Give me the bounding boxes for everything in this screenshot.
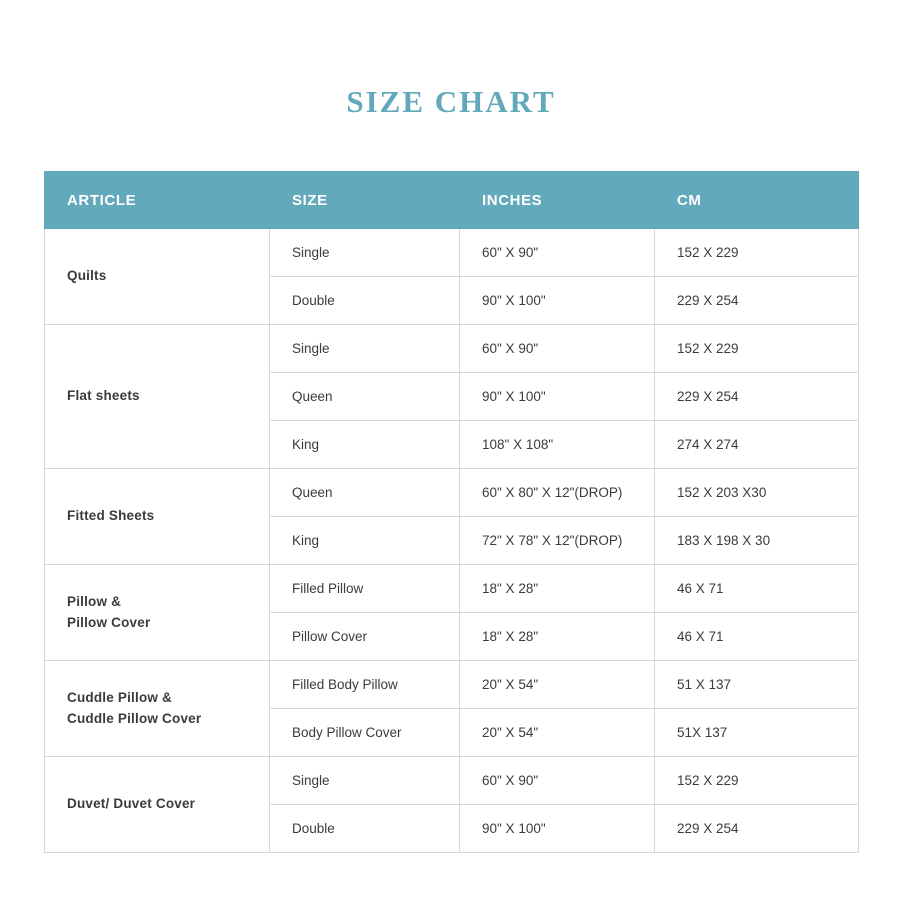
inches-cell: 18" X 28" [460,565,655,613]
table-header [45,172,859,229]
cm-cell: 46 X 71 [655,613,859,661]
inches-cell: 20" X 54" [460,661,655,709]
cm-cell: 46 X 71 [655,565,859,613]
cm-cell: 183 X 198 X 30 [655,517,859,565]
inches-cell: 60" X 90" [460,229,655,277]
cm-cell: 152 X 229 [655,325,859,373]
page-title: SIZE CHART [346,84,556,119]
size-cell: Double [270,277,460,325]
table-header-row [45,172,859,229]
table-row [45,229,859,277]
size-cell: Double [270,805,460,853]
column-header-inches: INCHES [460,172,655,229]
inches-cell: 108" X 108" [460,421,655,469]
cm-cell: 152 X 203 X30 [655,469,859,517]
column-header-cm: CM [655,172,859,229]
article-cell: Cuddle Pillow & Cuddle Pillow Cover [45,661,270,757]
cm-cell: 152 X 229 [655,757,859,805]
size-cell: Body Pillow Cover [270,709,460,757]
table-body [45,229,859,853]
article-cell: Quilts [45,229,270,325]
cm-cell: 229 X 254 [655,277,859,325]
cm-cell: 51 X 137 [655,661,859,709]
size-cell: Single [270,325,460,373]
article-cell: Flat sheets [45,325,270,469]
inches-cell: 90" X 100" [460,805,655,853]
inches-cell: 90" X 100" [460,277,655,325]
size-cell: Pillow Cover [270,613,460,661]
cm-cell: 274 X 274 [655,421,859,469]
cm-cell: 152 X 229 [655,229,859,277]
cm-cell: 51X 137 [655,709,859,757]
article-cell: Fitted Sheets [45,469,270,565]
inches-cell: 20" X 54" [460,709,655,757]
table-row [45,565,859,613]
inches-cell: 60" X 80" X 12"(DROP) [460,469,655,517]
table-row [45,661,859,709]
size-cell: Single [270,757,460,805]
size-cell: Single [270,229,460,277]
table-row [45,469,859,517]
article-cell: Duvet/ Duvet Cover [45,757,270,853]
inches-cell: 60" X 90" [460,325,655,373]
size-chart-table-wrap [44,171,858,853]
cm-cell: 229 X 254 [655,805,859,853]
size-chart-table [44,171,859,853]
size-cell: King [270,517,460,565]
size-cell: Queen [270,373,460,421]
size-cell: Filled Pillow [270,565,460,613]
table-row [45,325,859,373]
inches-cell: 90" X 100" [460,373,655,421]
table-row [45,757,859,805]
inches-cell: 18" X 28" [460,613,655,661]
inches-cell: 72" X 78" X 12"(DROP) [460,517,655,565]
article-cell: Pillow & Pillow Cover [45,565,270,661]
inches-cell: 60" X 90" [460,757,655,805]
cm-cell: 229 X 254 [655,373,859,421]
size-cell: Queen [270,469,460,517]
size-cell: King [270,421,460,469]
size-cell: Filled Body Pillow [270,661,460,709]
column-header-size: SIZE [270,172,460,229]
column-header-article: ARTICLE [45,172,270,229]
